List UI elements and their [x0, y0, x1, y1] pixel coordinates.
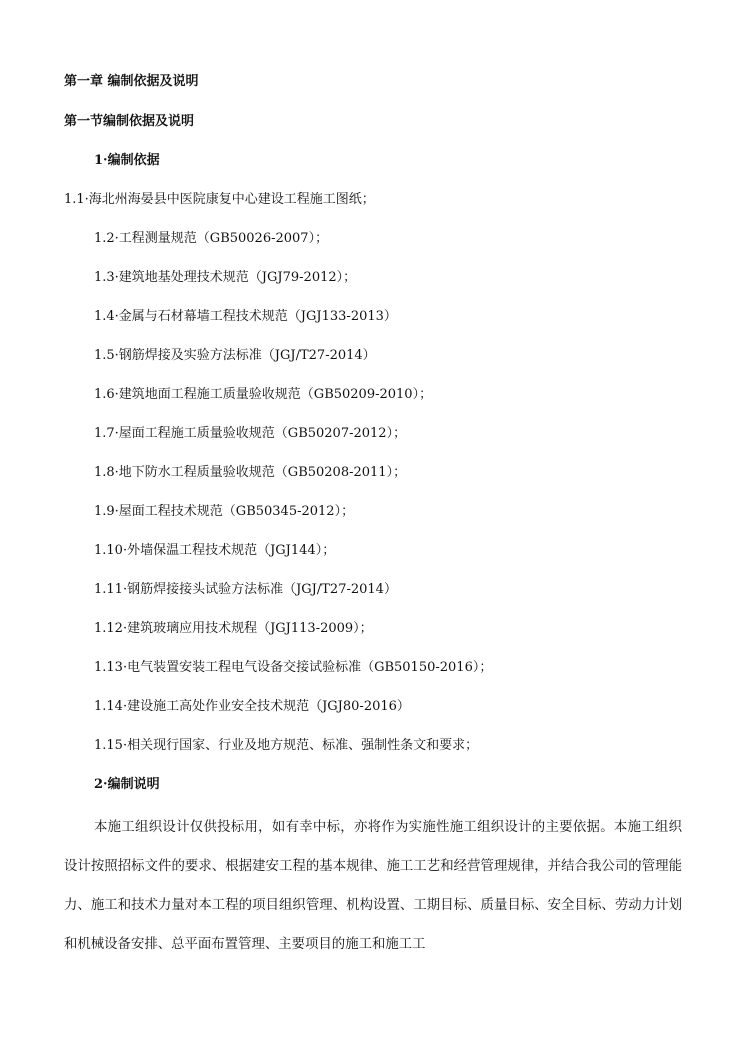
basis-item: 1.14·建设施工高处作业安全技术规范（JGJ80-2016） — [94, 699, 410, 714]
basis-item: 1.15·相关现行国家、行业及地方规范、标准、强制性条文和要求； — [94, 738, 479, 753]
explanation-paragraph: 本施工组织设计仅供投标用，如有幸中标，亦将作为实施性施工组织设计的主要依据。本施工组织设计按照招标文件的要求、根据建安工程的基本规律、施工工艺和经营管理规律，并结合我公司的管理能力、施工和技术力量对本工程的项目组织管理、机构设置、工期目标、质量目标、安全目标、劳动力计划和机械设备安排、总平面布置管理、主要项目的施工和施工工 — [64, 820, 682, 952]
basis-heading: 1·编制依据 — [94, 153, 160, 168]
basis-item: 1.7·屋面工程施工质量验收规范（GB50207-2012）； — [94, 426, 407, 441]
basis-item: 1.4·金属与石材幕墙工程技术规范（JGJ133-2013） — [94, 309, 397, 324]
basis-item: 1.6·建筑地面工程施工质量验收规范（GB50209-2010）； — [94, 387, 433, 402]
explanation-heading: 2·编制说明 — [94, 777, 160, 792]
basis-item: 1.11·钢筋焊接接头试验方法标准（JGJ/T27-2014） — [94, 582, 397, 597]
basis-item: 1.12·建筑玻璃应用技术规程（JGJ113-2009）； — [94, 621, 373, 636]
section-title: 第一节编制依据及说明 — [64, 114, 195, 129]
chapter-title: 第一章 编制依据及说明 — [64, 74, 199, 89]
basis-item: 1.2·工程测量规范（GB50026-2007）； — [94, 231, 329, 246]
basis-item: 1.10·外墙保温工程技术规范（JGJ144）； — [94, 543, 336, 558]
basis-item: 1.5·钢筋焊接及实验方法标准（JGJ/T27-2014） — [94, 348, 376, 363]
basis-item: 1.9·屋面工程技术规范（GB50345-2012）； — [94, 504, 355, 519]
basis-item: 1.3·建筑地基处理技术规范（JGJ79-2012）； — [94, 270, 357, 285]
basis-item: 1.1·海北州海晏县中医院康复中心建设工程施工图纸； — [64, 192, 375, 207]
basis-item: 1.8·地下防水工程质量验收规范（GB50208-2011）； — [94, 465, 407, 480]
basis-item: 1.13·电气装置安装工程电气设备交接试验标准（GB50150-2016）； — [94, 660, 493, 675]
